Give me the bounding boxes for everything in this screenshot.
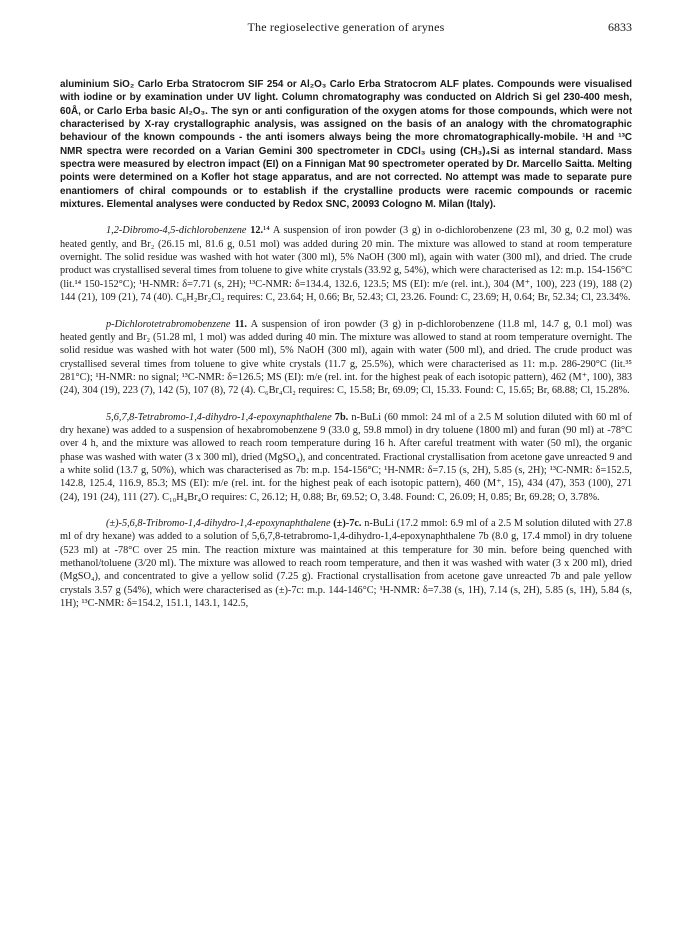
- compound-number: 11.: [234, 318, 248, 330]
- running-title: The regioselective generation of arynes: [247, 20, 445, 34]
- compound-name: 5,6,7,8-Tetrabromo-1,4-dihydro-1,4-epoxynaphthalene: [106, 411, 332, 423]
- paragraph-compound-7b: [60, 411, 632, 504]
- compound-number: 12.: [250, 225, 264, 237]
- paragraph-text: A suspension of iron powder (3 g) in p-dichlorobenzene (11.8 ml, 14.7 g, 0.1 mol) was heated gently and Br₂ (51.28 ml, 1 mol) was added during 40 min. The mixture was allowed to stand at room temperature overnight. The solid residue was washed with hot water (500 ml), 5% NaOH (300 ml), again with water (500 ml), and dried. The crude product was crystallised several times from toluene to give white crystals (11.7 g, 25.5%), which were characterised as 11: m.p. 286-290°C (lit.³⁵ 281°C); ¹H-NMR: no signal; ¹³C-NMR: δ=126.5; MS (EI): m/e (rel. int. for the highest peak of each isotopic pattern), 462 (M⁺, 100), 383 (24), 304 (19), 223 (7), 142 (5), 107 (8), 72 (4). C₆Br₄Cl₂ requires: C, 15.58; Br, 69.09; Cl, 15.33. Found: C, 15.65; Br, 68.88; Cl, 15.28%.: [60, 318, 633, 397]
- compound-name: 1,2-Dibromo-4,5-dichlorobenzene: [106, 225, 247, 237]
- page-header: [60, 20, 632, 38]
- article-body: [60, 78, 632, 623]
- compound-number: (±)-7c.: [333, 517, 362, 529]
- paragraph-compound-12: [60, 224, 632, 304]
- compound-number: 7b.: [334, 411, 349, 423]
- paragraph-compound-11: [60, 318, 632, 398]
- paragraph-compound-7c: [60, 517, 632, 610]
- compound-name: (±)-5,6,8-Tribromo-1,4-dihydro-1,4-epoxynaphthalene: [106, 517, 331, 529]
- paragraph-materials-methods: [60, 78, 632, 211]
- paragraph-text: n-BuLi (60 mmol: 24 ml of a 2.5 M solution diluted with 60 ml of dry hexane) was added to a suspension of hexabromobenzene 9 (33.0 g, 59.8 mmol) in dry toluene (1800 ml) and furan (90 ml) at -78°C over 4 h, and the mixture was allowed to reach room temperature during 16 h. After careful treatment with water (50 ml), the organic phase was washed with water (3 x 300 ml), dried (MgSO₄), and concentrated. Fractional crystallisation from acetone gave unreacted 9 and a white solid (13.7 g, 50%), which was characterised as 7b: m.p. 154-156°C; ¹H-NMR: δ=7.15 (s, 2H), 5.85 (s, 2H); ¹³C-NMR: δ=152.5, 142.8, 125.4, 116.9, 85.3; MS (EI): m/e (rel. int. for the highest peak of each isotopic pattern), 460 (M⁺, 15), 434 (47), 353 (100), 271 (24), 191 (24), 111 (27). C₁₀H₄Br₄O requires: C, 26.12; H, 0.88; Br, 69.52; O, 3.48. Found: C, 26.09; H, 0.85; Br, 69.28; O, 3.78%.: [60, 411, 632, 503]
- compound-name: p-Dichlorotetrabromobenzene: [106, 318, 231, 330]
- paragraph-text: n-BuLi (17.2 mmol: 6.9 ml of a 2.5 M solution diluted with 27.8 ml of dry hexane) was added to a solution of 5,6,7,8-tetrabromo-1,4-dihydro-1,4-epoxynaphthalene 7b (8.0 g, 17.4 mmol) in dry toluene (523 ml) at -78°C over 25 min. The reaction mixture was maintained at this temperature for 30 min. before being quenched with methanol/toluene (3/20 ml). The mixture was allowed to reach room temperature, and then it was washed with water (3 x 200 ml), dried (MgSO₄), and concentrated to give a yellow solid (7.25 g). Fractional crystallisation from acetone gave unreacted 7b and pale yellow crystals 3.57 g (54%), which were characterised as (±)-7c: m.p. 144-146°C; ¹H-NMR: δ=7.38 (s, 1H), 7.14 (s, 2H), 5.85 (s, 1H), 5.84 (s, 1H); ¹³C-NMR: δ=154.2, 151.1, 143.1, 142.5,: [60, 517, 632, 610]
- page-number: 6833: [608, 20, 632, 34]
- paragraph-text: ¹⁴ A suspension of iron powder (3 g) in o-dichlorobenzene (23 ml, 30 g, 0.2 mol) was heated gently, and Br₂ (26.15 ml, 81.6 g, 0.51 mol) was added during 20 min. The mixture was allowed to stand at room temperature overnight. The solid residue was washed with hot water (300 ml), 5% NaOH (300 ml), again with water (300 ml), and dried. The crude product was crystallised several times from toluene to give white crystals (33.92 g, 54%), which were characterised as 12: m.p. 154-156°C (lit.¹⁴ 150-152°C); ¹H-NMR: δ=7.71 (s, 2H); ¹³C-NMR: δ=134.4, 132.6, 123.5; MS (EI): m/e (rel. int.), 304 (M⁺, 100), 223 (19), 188 (2) 144 (21), 109 (21), 74 (40). C₆H₂Br₂Cl₂ requires: C, 23.64; H, 0.66; Br, 52.43; Cl, 23.26. Found: C, 23.69; H, 0.64; Br, 52.34; Cl, 23.34%.: [60, 225, 632, 304]
- paragraph-text: aluminium SiO₂ Carlo Erba Stratocrom SIF 254 or Al₂O₃ Carlo Erba Stratocrom ALF plates. Compounds were visualised with iodine or by examination under UV light. Column chromatography was conducted on Aldrich Si gel 230-400 mesh, 60Å, or Carlo Erba basic Al₂O₃. The syn or anti configuration of the oxygen atoms for those compounds, which were not characterised by X-ray crystallographic analysis, was assigned on the basis of an analogy with the chromatographic behaviour of the known compounds - the anti isomers always being the more chromatographically-mobile. ¹H and ¹³C NMR spectra were recorded on a Varian Gemini 300 spectrometer in CDCl₃ using (CH₃)₄Si as internal standard. Mass spectra were measured by electron impact (EI) on a Finnigan Mat 90 spectrometer operated by Dr. Marcello Saitta. Melting points were determined on a Kofler hot stage apparatus, and are not corrected. No attempt was made to separate pure enantiomers of chiral compounds or to establish if the crystalline products were racemic compounds or racemic mixtures. Elemental analyses were conducted by Redox SNC, 20093 Cologno M. Milan (Italy).: [60, 79, 632, 211]
